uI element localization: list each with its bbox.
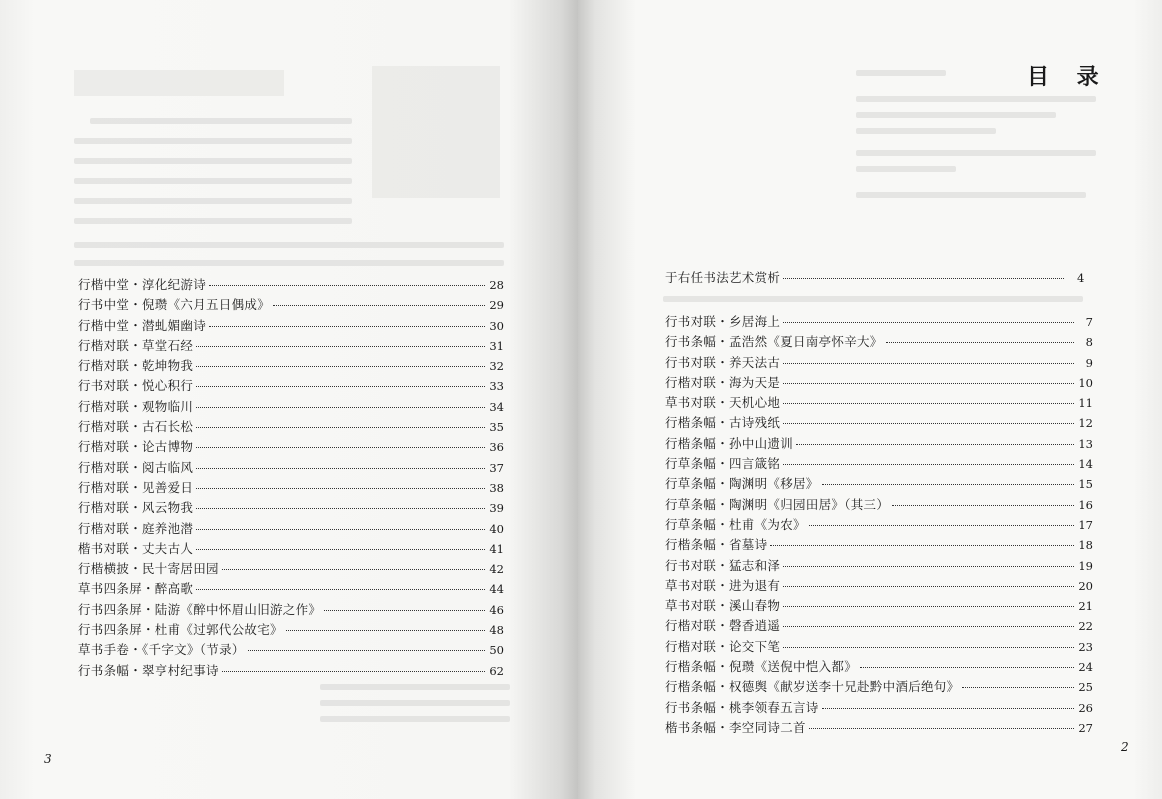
toc-entry-title: 行楷条幅・倪瓒《送倪中恺入都》 [665,659,858,675]
toc-entry-page: 62 [489,663,504,678]
toc-leader-dots [886,342,1074,343]
toc-entry[interactable] [665,353,1093,373]
toc-entry-title: 草书四条屏・醉高歌 [78,581,194,597]
toc-leader-dots [962,687,1074,688]
toc-leader-dots [770,545,1074,546]
toc-entry-page: 36 [489,440,504,455]
toc-entry-title: 行书对联・猛志和泽 [665,557,781,573]
bleed-through-line [74,242,504,248]
toc-entry[interactable] [78,397,504,417]
toc-entry[interactable] [78,640,504,660]
toc-entry-title: 行楷横披・民十寄居田园 [78,561,219,577]
toc-entry[interactable] [665,312,1093,332]
toc-entry-page: 48 [489,623,504,638]
toc-entry-page: 44 [489,582,504,597]
toc-leader-dots [222,569,485,570]
toc-leader-dots [196,386,485,387]
bleed-through-heading [74,70,284,96]
toc-entry-page: 33 [489,379,504,394]
toc-leader-dots [892,505,1074,506]
toc-entry[interactable] [665,454,1093,474]
bleed-through-line [74,158,352,164]
toc-entry[interactable] [665,616,1093,636]
toc-entry[interactable] [78,600,504,620]
toc-entry-page: 27 [1078,720,1093,735]
toc-entry-page: 25 [1078,680,1093,695]
toc-entry[interactable] [665,434,1093,454]
toc-leader-dots [196,366,485,367]
toc-entry-title: 行草条幅・陶渊明《移居》 [665,476,819,492]
toc-entry[interactable] [78,539,504,559]
bleed-through-line [856,112,1056,118]
toc-title: 目 录 [1027,64,1109,90]
toc-leader-dots [196,549,485,550]
toc-entry-title: 行楷对联・古石长松 [78,419,194,435]
toc-leader-dots [196,407,485,408]
toc-entry-page: 28 [489,278,504,292]
toc-entry[interactable] [78,579,504,599]
toc-entry[interactable] [665,718,1093,738]
toc-entry-page: 12 [1078,416,1093,431]
toc-leader-dots [209,285,485,286]
bleed-through-line [320,700,510,706]
toc-leader-dots [286,630,485,631]
toc-leader-dots [196,468,485,469]
toc-leader-dots [783,383,1074,384]
toc-leader-dots [209,326,485,327]
toc-entry[interactable] [78,295,504,315]
toc-entry-page: 35 [489,420,504,435]
toc-leader-dots [860,667,1074,668]
toc-entry-title: 行楷中堂・潜虬媚幽诗 [78,317,207,333]
toc-entry-page: 31 [489,338,504,353]
bleed-through-line [90,118,352,124]
toc-entry[interactable] [78,376,504,396]
toc-entry[interactable] [665,515,1093,535]
toc-entry-page: 17 [1078,517,1093,532]
toc-entry-title: 行书中堂・倪瓒《六月五日偶成》 [78,297,271,313]
toc-entry[interactable] [665,657,1093,677]
bleed-through-line [856,128,996,134]
toc-leader-dots [248,650,485,651]
toc-entry[interactable] [78,661,504,681]
toc-leader-dots [783,566,1074,567]
toc-entry-title: 行书条幅・翠亨村纪事诗 [78,662,219,678]
toc-entry-title: 行草条幅・陶渊明《归园田居》（其三） [665,496,890,512]
toc-leader-dots [196,346,485,347]
bleed-through-image [372,66,500,198]
toc-leader-dots [222,671,485,672]
toc-entry-page: 46 [489,602,504,617]
toc-entry-title: 行楷中堂・淳化纪游诗 [78,277,207,292]
bleed-through-line [74,198,352,204]
toc-entry[interactable] [665,535,1093,555]
toc-entry-title: 行书对联・悦心积行 [78,378,194,394]
toc-leader-dots [196,488,485,489]
toc-entry-title: 行楷对联・庭养池潜 [78,520,194,536]
toc-entry-title: 行楷对联・风云物我 [78,500,194,516]
bleed-through-line [74,138,352,144]
toc-entry[interactable] [665,393,1093,413]
toc-entry-title: 行楷条幅・省墓诗 [665,537,768,553]
toc-entry-title: 行书四条屏・陆游《醉中怀眉山旧游之作》 [78,601,322,617]
toc-entry[interactable] [78,478,504,498]
toc-entry-title: 行楷对联・草堂石经 [78,337,194,353]
toc-entry-page: 32 [489,359,504,374]
toc-entry-page: 18 [1078,538,1093,553]
toc-entry-page: 26 [1078,700,1093,715]
toc-entry-page: 30 [489,318,504,333]
toc-leader-dots [783,322,1074,323]
toc-entry-page: 4 [1077,271,1085,285]
toc-entry-title: 行书四条屏・杜甫《过郭代公故宅》 [78,622,283,638]
toc-entry-title: 行书对联・乡居海上 [665,314,781,329]
toc-entry[interactable] [78,356,504,376]
toc-leader-dots [822,708,1074,709]
bleed-through-line [856,150,1096,156]
toc-entry-title: 行书对联・养天法古 [665,354,781,370]
toc-entry[interactable] [78,620,504,640]
toc-entry-title: 行草条幅・杜甫《为农》 [665,516,806,532]
toc-entry[interactable] [665,596,1093,616]
toc-entry-title: 楷书对联・丈夫古人 [78,540,194,556]
toc-entry-title: 行楷对联・磬香逍遥 [665,618,781,634]
toc-entry-title: 行楷对联・论古博物 [78,439,194,455]
bleed-through-line [856,70,946,76]
toc-entry-title: 草书手卷・《千字文》（节录） [78,642,245,658]
right-toc-list [665,268,1093,738]
toc-entry[interactable] [665,413,1093,433]
toc-leader-dots [783,403,1074,404]
toc-entry-title: 行楷对联・观物临川 [78,398,194,414]
toc-leader-dots [783,363,1074,364]
toc-entry[interactable] [665,576,1093,596]
toc-entry-page: 38 [489,480,504,495]
toc-entry[interactable] [665,474,1093,494]
toc-leader-dots [809,728,1074,729]
toc-entry-title: 于右任书法艺术赏析 [665,270,781,285]
toc-leader-dots [783,626,1074,627]
toc-entry-title: 行楷对联・见善爱日 [78,479,194,495]
toc-entry-page: 22 [1078,619,1093,634]
toc-entry[interactable] [665,495,1093,515]
toc-entry-title: 草书对联・进为退有 [665,577,781,593]
toc-entry[interactable] [78,316,504,336]
toc-entry[interactable] [78,559,504,579]
bleed-through-line [74,260,504,266]
toc-leader-dots [196,427,485,428]
toc-leader-dots [783,464,1074,465]
left-page [0,0,578,799]
toc-entry-title: 行楷对联・乾坤物我 [78,358,194,374]
toc-entry-page: 14 [1078,457,1093,472]
toc-leader-dots [809,525,1074,526]
toc-entry[interactable] [78,275,504,295]
toc-entry-page: 8 [1085,335,1093,350]
toc-entry[interactable] [78,437,504,457]
bleed-through-line [320,716,510,722]
toc-entry-page: 11 [1078,396,1093,411]
toc-entry-title: 行楷对联・阅古临风 [78,459,194,475]
toc-entry[interactable] [665,637,1093,657]
toc-entry-page: 41 [489,541,504,556]
left-page-number: 3 [44,752,52,766]
bleed-through-line [856,96,1096,102]
bleed-through-line [856,166,956,172]
toc-entry-page: 50 [489,643,504,658]
left-toc-list [78,275,504,681]
toc-leader-dots [196,529,485,530]
toc-entry-title: 楷书条幅・李空同诗二首 [665,719,806,735]
toc-leader-dots [196,508,485,509]
toc-entry[interactable] [78,498,504,518]
toc-entry-title: 行草条幅・四言箴铭 [665,456,781,472]
toc-entry-title: 行楷条幅・权德舆《献岁送李十兄赴黔中酒后绝句》 [665,679,960,695]
toc-entry-page: 29 [489,298,504,313]
bleed-through-line [74,178,352,184]
bleed-through-line [320,684,510,690]
toc-entry-page: 40 [489,521,504,536]
toc-entry-title: 行楷对联・海为天是 [665,374,781,390]
toc-entry[interactable] [665,332,1093,352]
toc-entry-page: 23 [1078,639,1093,654]
toc-entry-title: 行书条幅・孟浩然《夏日南亭怀辛大》 [665,334,883,350]
toc-leader-dots [783,586,1074,587]
toc-leader-dots [196,447,485,448]
toc-entry-page: 20 [1078,578,1093,593]
toc-entry[interactable] [78,519,504,539]
toc-entry-page: 34 [489,399,504,414]
toc-leader-dots [783,606,1074,607]
toc-entry[interactable] [78,336,504,356]
bleed-through-line [856,192,1086,198]
toc-entry-page: 7 [1085,315,1093,329]
toc-leader-dots [783,647,1074,648]
toc-entry-page: 10 [1078,375,1093,390]
toc-leader-dots [796,444,1074,445]
bleed-through-line [74,218,352,224]
toc-entry[interactable] [665,268,1093,294]
toc-leader-dots [324,610,485,611]
toc-entry[interactable] [78,458,504,478]
toc-entry[interactable] [665,698,1093,718]
toc-entry-title: 行楷条幅・孙中山遗训 [665,435,794,451]
toc-entry-page: 37 [489,460,504,475]
toc-entry-page: 24 [1078,660,1093,675]
toc-entry-title: 行楷条幅・古诗残纸 [665,415,781,431]
toc-entry-page: 39 [489,501,504,516]
toc-entry-page: 19 [1078,558,1093,573]
toc-entry-page: 9 [1085,355,1093,370]
toc-entry-title: 草书对联・天机心地 [665,395,781,411]
toc-entry-title: 行书条幅・桃李领春五言诗 [665,699,819,715]
toc-entry-title: 草书对联・溪山春物 [665,598,781,614]
toc-entry-page: 16 [1078,497,1093,512]
toc-entry[interactable] [665,677,1093,697]
toc-entry-title: 行楷对联・论交下笔 [665,638,781,654]
toc-entry[interactable] [78,417,504,437]
toc-entry-page: 42 [489,562,504,577]
toc-leader-dots [196,589,485,590]
toc-entry-page: 15 [1078,477,1093,492]
toc-entry-page: 13 [1078,436,1093,451]
toc-entry[interactable] [665,373,1093,393]
toc-entry-page: 21 [1078,599,1093,614]
toc-leader-dots [273,305,485,306]
toc-entry[interactable] [665,556,1093,576]
toc-leader-dots [783,278,1064,279]
toc-leader-dots [822,484,1074,485]
right-page-number: 2 [1121,740,1129,754]
toc-leader-dots [783,423,1074,424]
